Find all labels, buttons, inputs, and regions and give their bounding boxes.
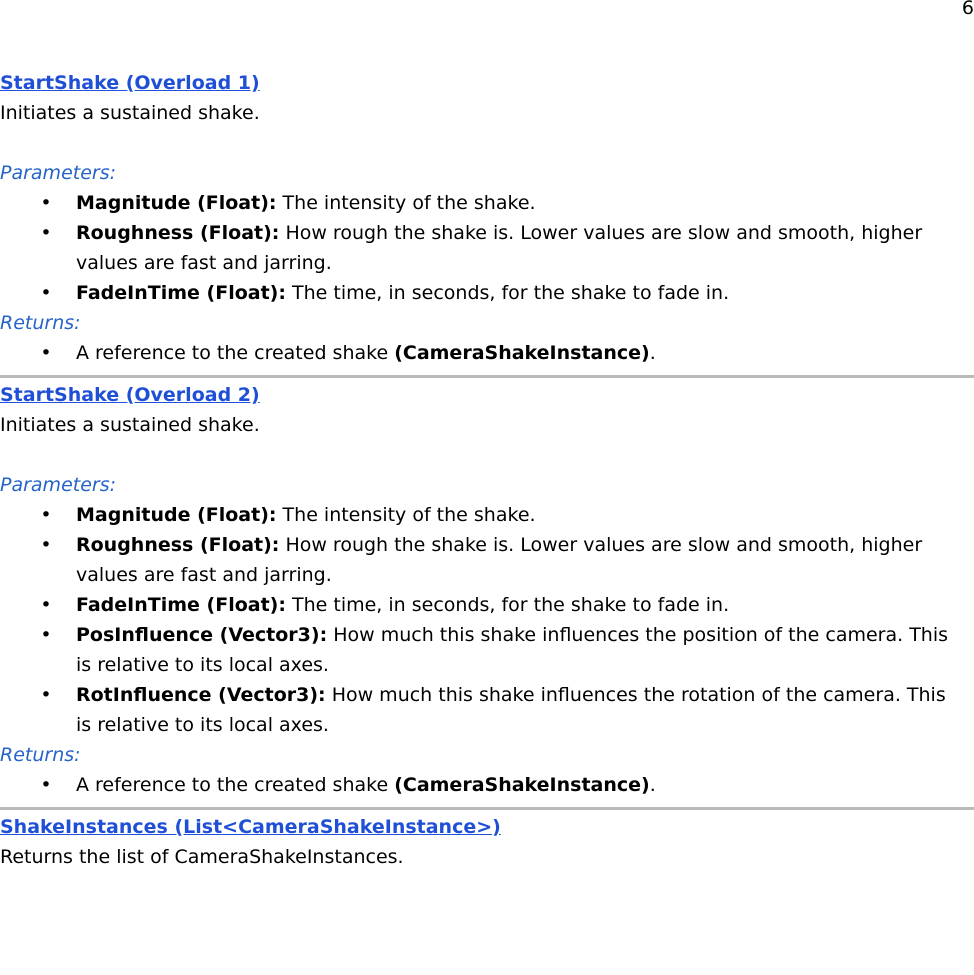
section-divider (0, 375, 974, 378)
parameter-text: How rough the shake is. Lower values are slow and smooth, higher values are fast and jarring. (76, 534, 923, 586)
parameters-list (0, 188, 974, 308)
parameter-item (0, 188, 974, 218)
returns-item (0, 338, 974, 368)
section-startshake-overload-2 (0, 380, 974, 800)
parameter-name: FadeInTime (Float): (76, 594, 286, 616)
parameter-name: FadeInTime (Float): (76, 282, 286, 304)
returns-text: A reference to the created shake (76, 342, 395, 364)
section-title-link[interactable]: ShakeInstances (List<CameraShakeInstance>) (0, 816, 501, 838)
parameter-name: PosInfluence (Vector3): (76, 624, 328, 646)
parameter-item (0, 500, 974, 530)
returns-list (0, 338, 974, 368)
bullet-icon: • (40, 282, 52, 304)
bullet-icon: • (40, 594, 52, 616)
bullet-icon: • (40, 534, 52, 556)
bullet-icon: • (40, 192, 52, 214)
bullet-icon: • (40, 684, 52, 706)
parameter-item (0, 620, 974, 680)
parameter-item (0, 278, 974, 308)
parameter-name: Roughness (Float): (76, 534, 280, 556)
parameter-text: How rough the shake is. Lower values are slow and smooth, higher values are fast and jarring. (76, 222, 923, 274)
parameter-text: The time, in seconds, for the shake to fade in. (285, 282, 730, 304)
returns-end: . (649, 342, 656, 364)
bullet-icon: • (40, 624, 52, 646)
parameters-list (0, 500, 974, 740)
parameter-text: How much this shake influences the rotation of the camera. This is relative to its local axes. (76, 684, 946, 736)
returns-list (0, 770, 974, 800)
returns-label: Returns: (0, 312, 81, 334)
bullet-icon: • (40, 342, 52, 364)
returns-label: Returns: (0, 744, 81, 766)
parameter-text: How much this shake influences the position of the camera. This is relative to its local axes. (76, 624, 949, 676)
document-body (0, 68, 974, 902)
bullet-icon: • (40, 504, 52, 526)
section-description: Initiates a sustained shake. (0, 102, 260, 124)
returns-item (0, 770, 974, 800)
parameter-name: Magnitude (Float): (76, 192, 277, 214)
parameter-item (0, 218, 974, 278)
section-description: Returns the list of CameraShakeInstances. (0, 846, 404, 868)
bullet-icon: • (40, 774, 52, 796)
parameters-label: Parameters: (0, 162, 117, 184)
parameter-item (0, 590, 974, 620)
parameter-text: The intensity of the shake. (276, 504, 536, 526)
parameter-item (0, 680, 974, 740)
parameter-text: The time, in seconds, for the shake to fade in. (285, 594, 730, 616)
section-description: Initiates a sustained shake. (0, 414, 260, 436)
bullet-icon: • (40, 222, 52, 244)
section-title-link[interactable]: StartShake (Overload 2) (0, 384, 260, 406)
returns-type: (CameraShakeInstance) (394, 774, 650, 796)
parameter-item (0, 530, 974, 590)
returns-end: . (649, 774, 656, 796)
section-title-link[interactable]: StartShake (Overload 1) (0, 72, 260, 94)
page-number: 6 (961, 0, 974, 19)
returns-text: A reference to the created shake (76, 774, 395, 796)
parameter-name: Roughness (Float): (76, 222, 280, 244)
parameter-text: The intensity of the shake. (276, 192, 536, 214)
parameter-name: Magnitude (Float): (76, 504, 277, 526)
parameters-label: Parameters: (0, 474, 117, 496)
section-shakeinstances (0, 812, 974, 872)
parameter-name: RotInfluence (Vector3): (76, 684, 326, 706)
section-divider (0, 807, 974, 810)
section-startshake-overload-1 (0, 68, 974, 368)
returns-type: (CameraShakeInstance) (394, 342, 650, 364)
